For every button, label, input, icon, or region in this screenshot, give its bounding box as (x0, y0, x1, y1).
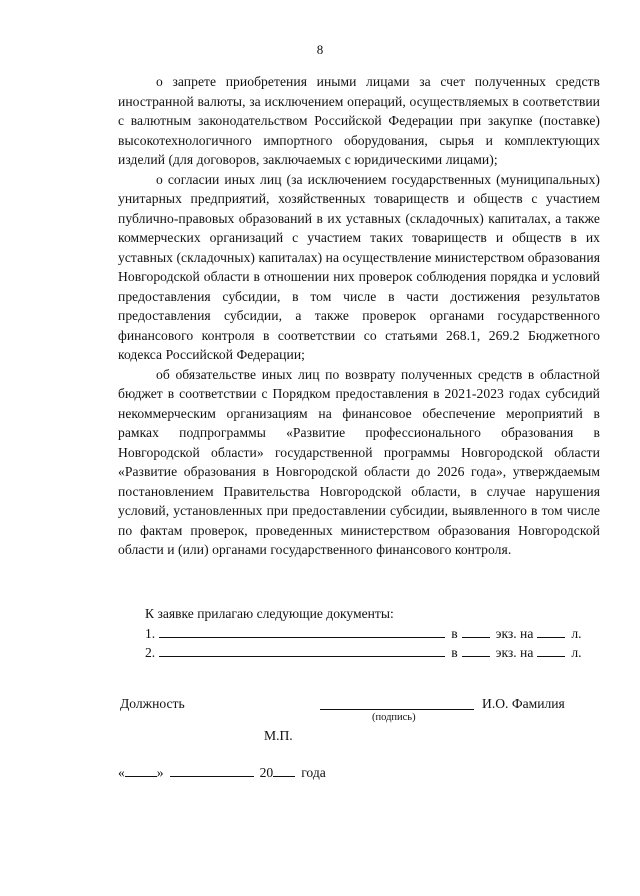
attachment-number: 1. (145, 625, 156, 641)
attachment-pages-label: л. (571, 645, 582, 660)
seal-label: М.П. (264, 728, 293, 743)
attachment-copies-label: экз. на (495, 645, 534, 660)
attachments-intro: К заявке прилагаю следующие документы: (145, 606, 394, 621)
attachment-copies-field[interactable] (462, 625, 490, 638)
signature-caption: (подпись) (372, 712, 416, 723)
date-year-suffix: года (301, 765, 326, 780)
paragraph-foreign-currency: о запрете приобретения иными лицами за счет полученных средств иностранной валюты, за исключением операций, осуществляемых в соответствии с валютным законодательством Российской Федерации при закупке (поставке) высокотехнологичного импортного оборудования, сырья и комплектующих изделий (для договоров, заключаемых с юридическими лицами); (118, 74, 600, 167)
paragraph-consent-inspections: о согласии иных лиц (за исключением государственных (муниципальных) унитарных предприятий, хозяйственных товариществ и обществ с участием публично-правовых образований в их уставных (складочных) капиталах, а также коммерческих организаций с участием таких товариществ и обществ в их уставных (складочных) капиталах) на осуществление министерством образования Новгородской области в отношении них проверок соблюдения порядка и условий предоставления субсидии, в том числе в части достижения результатов предоставления субсидии, а также проверок органами государственного финансового контроля в соответствии со статьями 268.1, 269.2 Бюджетного кодекса Российской Федерации; (118, 171, 600, 362)
attachment-name-field[interactable] (159, 625, 445, 638)
attachment-name-field[interactable] (159, 644, 445, 657)
attachment-pages-field[interactable] (537, 625, 565, 638)
position-label: Должность (120, 696, 185, 711)
date-open-quote: « (118, 765, 125, 780)
signature-field[interactable] (320, 709, 474, 710)
paragraph-obligation-return: об обязательстве иных лиц по возврату полученных средств в областной бюджет в соответствии с Порядком предоставления в 2021-2023 годах субсидий некоммерческим организациям на финансовое обеспечение мероприятий в рамках подпрограммы «Развитие профессионального образования в Новгородской области» государственной программы Новгородской области «Развитие образования в Новгородской области до 2026 года», утверждаемым постановлением Правительства Новгородской области, в случае нарушения условий, установленных при предоставлении субсидии, выявленного в том числе по фактам проверок, проведенных министерством образования Новгородской области и (или) органами государственного финансового контроля. (118, 366, 600, 557)
attachment-number: 2. (145, 645, 156, 660)
attachment-in-word: в (451, 625, 458, 641)
attachment-row-2 (145, 643, 605, 663)
attachment-row-1 (145, 624, 605, 644)
page-number: 8 (316, 42, 324, 57)
attachment-pages-label: л. (571, 625, 582, 641)
attachment-in-word: в (451, 645, 458, 660)
attachment-copies-label: экз. на (495, 625, 534, 641)
date-close-quote: » (156, 765, 164, 780)
attachment-pages-field[interactable] (537, 644, 565, 657)
name-label: И.О. Фамилия (482, 696, 565, 711)
date-year-prefix: 20 (259, 765, 274, 780)
date-row (118, 764, 326, 781)
attachment-copies-field[interactable] (462, 644, 490, 657)
document-body (118, 72, 600, 560)
signature-block (120, 696, 600, 726)
attachments-section (145, 604, 605, 663)
date-year-field[interactable] (273, 764, 295, 777)
date-month-field[interactable] (170, 764, 254, 777)
date-day-field[interactable] (125, 764, 157, 777)
